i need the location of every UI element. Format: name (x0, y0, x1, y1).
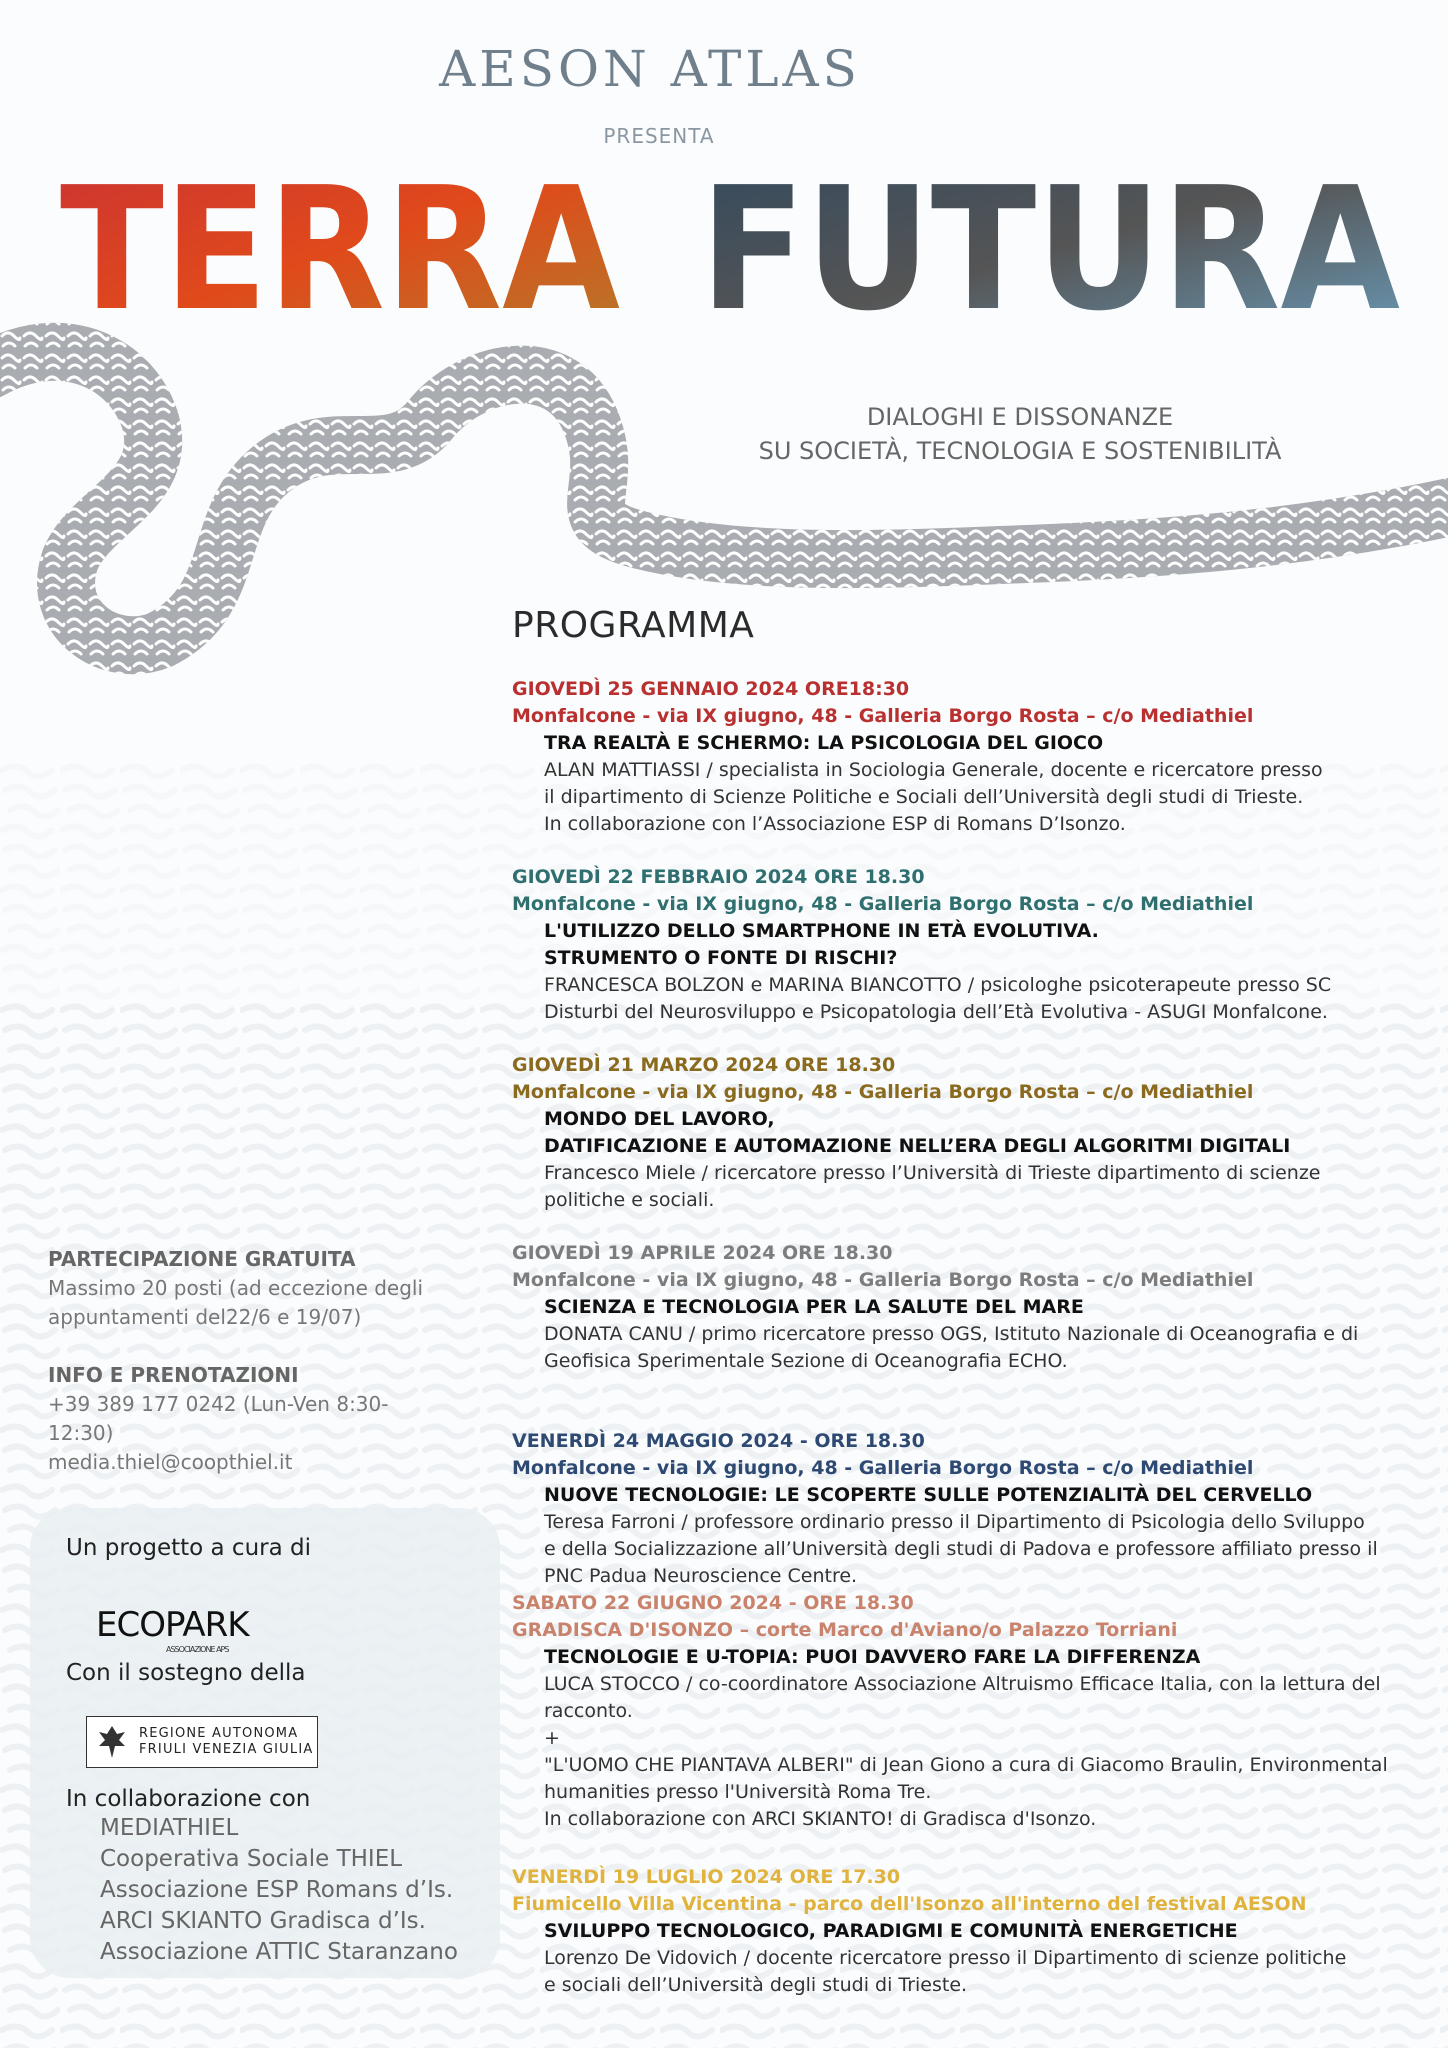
event-block (512, 1052, 1412, 1214)
regione-fvg-logo (86, 1716, 318, 1768)
event-date: VENERDÌ 19 LUGLIO 2024 ORE 17.30 (512, 1866, 901, 1888)
event-block (512, 1240, 1412, 1375)
subtitle (700, 400, 1340, 468)
collaborator-item: Associazione ATTIC Staranzano (100, 1939, 458, 1965)
email-link[interactable]: media.thiel@coopthiel.it (48, 1450, 293, 1474)
event-description: In collaborazione con l’Associazione ESP di Romans D’Isonzo. (544, 813, 1126, 835)
ecopark-logo-text: ECOPARK (96, 1605, 249, 1645)
event-date: GIOVEDÌ 22 FEBBRAIO 2024 ORE 18.30 (512, 866, 925, 888)
event-title: TRA REALTÀ E SCHERMO: LA PSICOLOGIA DEL GIOCO (544, 732, 1104, 754)
event-description: LUCA STOCCO / co-coordinatore Associazione Altruismo Efficace Italia, con la lettura del (544, 1673, 1381, 1695)
event-title: DATIFICAZIONE E AUTOMAZIONE NELL’ERA DEGLI ALGORITMI DIGITALI (544, 1135, 1291, 1157)
info-sidebar (48, 1245, 448, 1477)
subtitle-line-2: SU SOCIETÀ, TECNOLOGIA E SOSTENIBILITÀ (758, 437, 1282, 465)
event-description: ALAN MATTIASSI / specialista in Sociologia Generale, docente e ricercatore presso (544, 759, 1323, 781)
event-description: Teresa Farroni / professore ordinario presso il Dipartimento di Psicologia dello Sviluppo (544, 1511, 1365, 1533)
event-description: "L'UOMO CHE PIANTAVA ALBERI" di Jean Giono a cura di Giacomo Braulin, Environmental (544, 1754, 1388, 1776)
event-place: Monfalcone - via IX giugno, 48 - Galleria Borgo Rosta – c/o Mediathiel (512, 1269, 1254, 1291)
event-block (512, 676, 1412, 838)
title-word-terra: TERRA (60, 160, 620, 330)
terra-futura-title (60, 160, 1400, 330)
programma-heading: PROGRAMMA (512, 605, 755, 646)
event-place: Monfalcone - via IX giugno, 48 - Galleria Borgo Rosta – c/o Mediathiel (512, 705, 1254, 727)
event-description: e della Socializzazione all’Università degli studi di Padova e professore affiliato presso il (544, 1538, 1378, 1560)
collaborators-list (100, 1813, 458, 1968)
ecopark-logo (96, 1605, 249, 1654)
presenta-label: PRESENTA (603, 124, 715, 148)
collaborator-item: Associazione ESP Romans d’Is. (100, 1877, 454, 1903)
event-title: SCIENZA E TECNOLOGIA PER LA SALUTE DEL MARE (544, 1296, 1084, 1318)
participation-heading: PARTECIPAZIONE GRATUITA (48, 1247, 356, 1271)
collaborator-item: Cooperativa Sociale THIEL (100, 1846, 403, 1872)
project-label: Un progetto a cura di (66, 1535, 311, 1561)
ecopark-logo-subtext: ASSOCIAZIONE APS (166, 1645, 229, 1654)
event-body (512, 1294, 1412, 1375)
event-description: e sociali dell’Università degli studi di Trieste. (544, 1974, 968, 1996)
event-description: humanities presso l'Università Roma Tre. (544, 1781, 932, 1803)
event-title: L'UTILIZZO DELLO SMARTPHONE IN ETÀ EVOLUTIVA. (544, 920, 1099, 942)
event-date: VENERDÌ 24 MAGGIO 2024 - ORE 18.30 (512, 1430, 925, 1452)
event-description: il dipartimento di Scienze Politiche e Sociali dell’Università degli studi di Trieste. (544, 786, 1304, 808)
event-description: Lorenzo De Vidovich / docente ricercatore presso il Dipartimento di scienze politiche (544, 1947, 1347, 1969)
info-heading: INFO E PRENOTAZIONI (48, 1363, 299, 1387)
event-description: FRANCESCA BOLZON e MARINA BIANCOTTO / psicologhe psicoterapeute presso SC (544, 974, 1332, 996)
event-description: In collaborazione con ARCI SKIANTO! di Gradisca d'Isonzo. (544, 1808, 1097, 1830)
collaborator-item: ARCI SKIANTO Gradisca d’Is. (100, 1908, 426, 1934)
event-body (512, 918, 1412, 1026)
subtitle-line-1: DIALOGHI E DISSONANZE (866, 403, 1174, 431)
event-title: TECNOLOGIE E U-TOPIA: PUOI DAVVERO FARE LA DIFFERENZA (544, 1646, 1201, 1668)
event-place: Monfalcone - via IX giugno, 48 - Galleria Borgo Rosta – c/o Mediathiel (512, 893, 1254, 915)
collab-label: In collaborazione con (66, 1786, 311, 1812)
regione-line-2: FRIULI VENEZIA GIULIA (139, 1742, 314, 1757)
title-word-futura: FUTURA (700, 160, 1400, 330)
event-date: GIOVEDÌ 19 APRILE 2024 ORE 18.30 (512, 1242, 893, 1264)
collaborator-item: MEDIATHIEL (100, 1815, 239, 1841)
event-body (512, 1644, 1412, 1833)
event-body (512, 1482, 1412, 1590)
aeson-atlas-logo: AESON ATLAS (439, 40, 861, 98)
event-place: Monfalcone - via IX giugno, 48 - Galleria Borgo Rosta – c/o Mediathiel (512, 1457, 1254, 1479)
event-block (512, 1864, 1412, 1999)
event-description: PNC Padua Neuroscience Centre. (544, 1565, 858, 1587)
event-place: Monfalcone - via IX giugno, 48 - Galleria Borgo Rosta – c/o Mediathiel (512, 1081, 1254, 1103)
regione-line-1: REGIONE AUTONOMA (139, 1726, 299, 1741)
event-date: SABATO 22 GIUGNO 2024 - ORE 18.30 (512, 1592, 914, 1614)
eagle-icon (95, 1722, 129, 1762)
event-title: SVILUPPO TECNOLOGICO, PARADIGMI E COMUNITÀ ENERGETICHE (544, 1920, 1238, 1942)
event-date: GIOVEDÌ 21 MARZO 2024 ORE 18.30 (512, 1054, 896, 1076)
event-place: GRADISCA D'ISONZO – corte Marco d'Aviano/o Palazzo Torriani (512, 1619, 1178, 1641)
event-block (512, 1428, 1412, 1590)
event-description: Francesco Miele / ricercatore presso l’Università di Trieste dipartimento di scienze (544, 1162, 1321, 1184)
event-description: Geofisica Sperimentale Sezione di Oceanografia ECHO. (544, 1350, 1068, 1372)
event-date: GIOVEDÌ 25 GENNAIO 2024 ORE18:30 (512, 678, 910, 700)
event-description: + (544, 1727, 560, 1749)
event-description: politiche e sociali. (544, 1189, 715, 1211)
support-label: Con il sostegno della (66, 1660, 306, 1686)
participation-line: appuntamenti del22/6 e 19/07) (48, 1305, 362, 1329)
event-block (512, 864, 1412, 1026)
event-description: Disturbi del Neurosviluppo e Psicopatologia dell’Età Evolutiva - ASUGI Monfalcone. (544, 1001, 1328, 1023)
event-body (512, 1106, 1412, 1214)
participation-line: Massimo 20 posti (ad eccezione degli (48, 1276, 424, 1300)
event-title: MONDO DEL LAVORO, (544, 1108, 775, 1130)
event-title: STRUMENTO O FONTE DI RISCHI? (544, 947, 898, 969)
event-place: Fiumicello Villa Vicentina - parco dell'Isonzo all'interno del festival AESON (512, 1893, 1307, 1915)
event-body (512, 730, 1412, 838)
event-description: racconto. (544, 1700, 633, 1722)
serpent-band (0, 352, 1448, 645)
event-description: DONATA CANU / primo ricercatore presso OGS, Istituto Nazionale di Oceanografia e di (544, 1323, 1359, 1345)
event-body (512, 1918, 1412, 1999)
event-block (512, 1590, 1412, 1833)
event-title: NUOVE TECNOLOGIE: LE SCOPERTE SULLE POTENZIALITÀ DEL CERVELLO (544, 1484, 1313, 1506)
phone-number[interactable]: +39 389 177 0242 (Lun-Ven 8:30-12:30) (48, 1392, 389, 1445)
